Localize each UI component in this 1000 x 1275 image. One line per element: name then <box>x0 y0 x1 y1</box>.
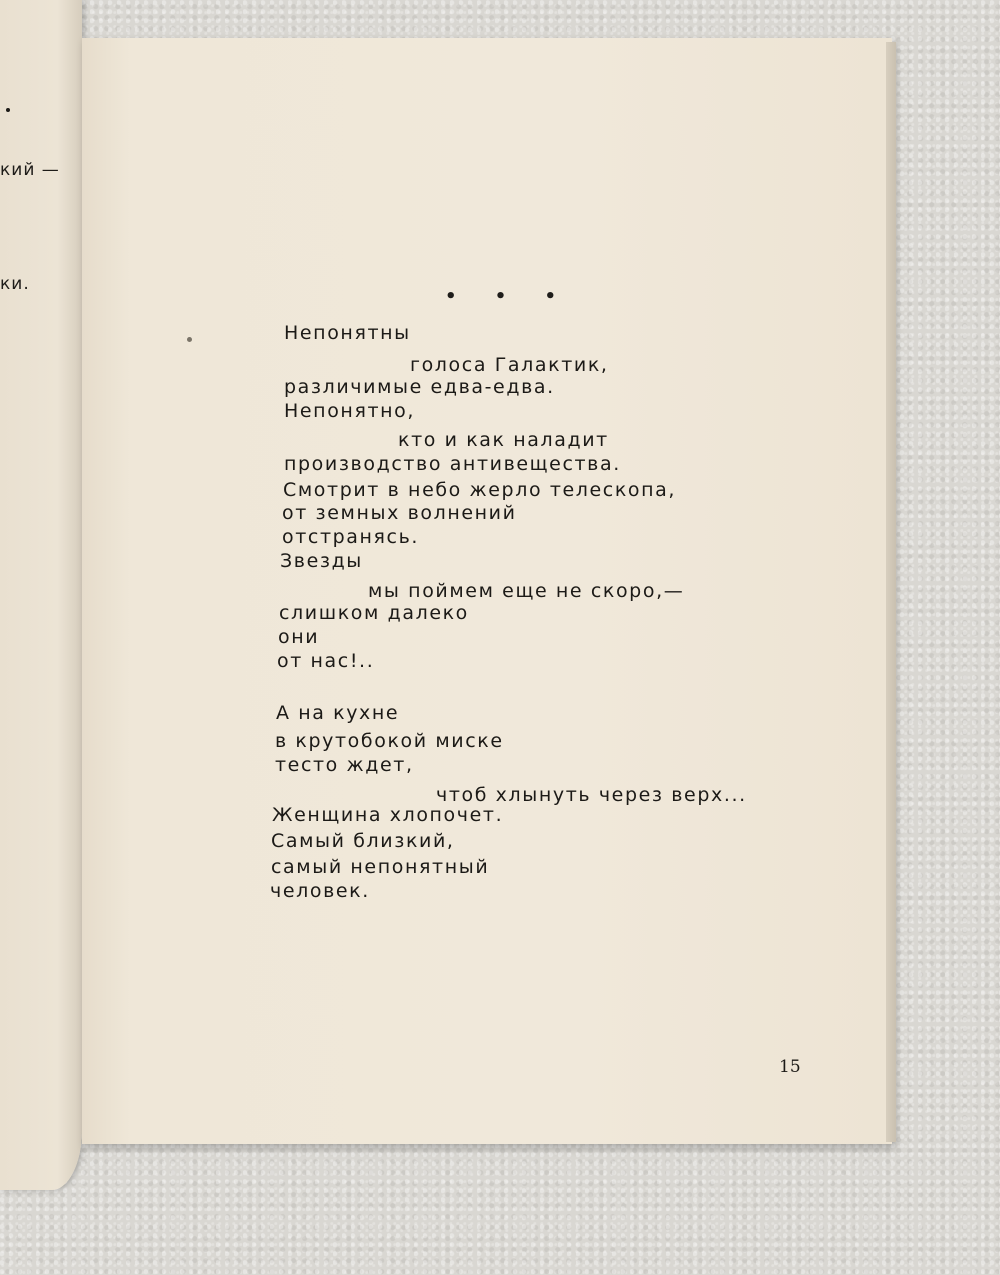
poem-line: Непонятно, <box>284 400 416 422</box>
poem-line: кто и как наладит <box>398 429 609 451</box>
poem-line: они <box>278 626 320 648</box>
poem-line: Смотрит в небо жерло телескопа, <box>283 479 677 501</box>
page-number: 15 <box>779 1057 801 1077</box>
asterism: • • • <box>445 286 573 307</box>
poem-line: самый непонятный <box>271 856 490 878</box>
left-page-fragment: кий — <box>0 160 60 180</box>
poem-line: человек. <box>270 880 370 902</box>
poem-line: в крутобокой миске <box>275 730 504 752</box>
poem-line: А на кухне <box>276 702 400 724</box>
left-page-fragment: ки. <box>0 274 30 294</box>
poem-line: чтоб хлынуть через верх... <box>436 784 747 806</box>
paper-speck <box>187 337 192 342</box>
poem-line: голоса Галактик, <box>410 354 609 376</box>
poem-line: от нас!.. <box>277 650 375 672</box>
poem-line: Звезды <box>280 550 363 572</box>
poem-line: от земных волнений <box>282 502 517 524</box>
poem-line: Женщина хлопочет. <box>272 804 504 826</box>
page-edge <box>886 42 896 1142</box>
poem-line: Непонятны <box>284 322 411 344</box>
poem-line: тесто ждет, <box>275 754 414 776</box>
poem-line: отстранясь. <box>282 526 420 548</box>
poem-line: производство антивещества. <box>284 453 621 475</box>
poem-line: мы поймем еще не скоро,— <box>368 580 685 602</box>
poem-line: слишком далеко <box>279 602 469 624</box>
poem-line: различимые едва-едва. <box>284 376 555 398</box>
left-page <box>0 0 82 1190</box>
poem-line: Самый близкий, <box>271 830 455 852</box>
left-page-dot <box>6 108 10 112</box>
